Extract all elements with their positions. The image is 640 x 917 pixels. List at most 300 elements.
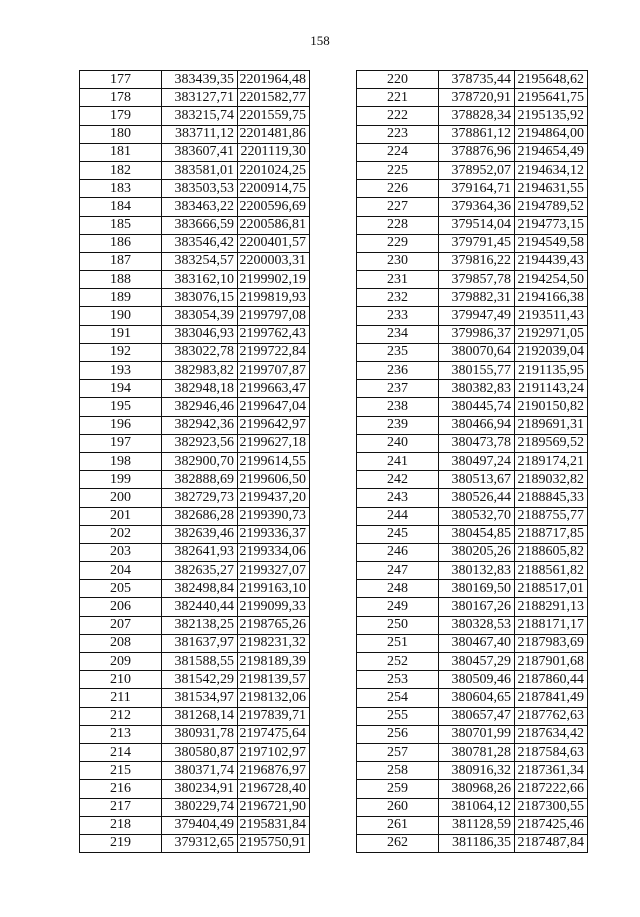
y-coordinate-cell: 2188755,77 [515, 507, 588, 525]
y-coordinate-cell: 2195648,62 [515, 71, 588, 89]
x-coordinate-cell: 379947,49 [439, 307, 515, 325]
table-row [80, 71, 310, 89]
table-row [80, 198, 310, 216]
x-coordinate-cell: 383666,59 [162, 216, 238, 234]
table-row [80, 398, 310, 416]
y-coordinate-cell: 2199627,18 [238, 434, 310, 452]
x-coordinate-cell: 379404,49 [162, 816, 238, 834]
table-row [357, 525, 588, 543]
x-coordinate-cell: 379816,22 [439, 252, 515, 270]
point-number-cell: 204 [80, 562, 162, 580]
point-number-cell: 201 [80, 507, 162, 525]
table-row [80, 234, 310, 252]
x-coordinate-cell: 383711,12 [162, 125, 238, 143]
y-coordinate-cell: 2197102,97 [238, 743, 310, 761]
y-coordinate-cell: 2187841,49 [515, 689, 588, 707]
table-row [357, 671, 588, 689]
x-coordinate-cell: 383022,78 [162, 343, 238, 361]
point-number-cell: 209 [80, 653, 162, 671]
point-number-cell: 250 [357, 616, 439, 634]
x-coordinate-cell: 380467,40 [439, 634, 515, 652]
x-coordinate-cell: 382138,25 [162, 616, 238, 634]
y-coordinate-cell: 2187300,55 [515, 798, 588, 816]
point-number-cell: 205 [80, 580, 162, 598]
x-coordinate-cell: 380070,64 [439, 343, 515, 361]
table-row [357, 398, 588, 416]
y-coordinate-cell: 2189691,31 [515, 416, 588, 434]
x-coordinate-cell: 380931,78 [162, 725, 238, 743]
table-row [357, 452, 588, 470]
x-coordinate-cell: 382440,44 [162, 598, 238, 616]
x-coordinate-cell: 381268,14 [162, 707, 238, 725]
table-row [357, 362, 588, 380]
x-coordinate-cell: 382686,28 [162, 507, 238, 525]
y-coordinate-cell: 2187425,46 [515, 816, 588, 834]
y-coordinate-cell: 2199642,97 [238, 416, 310, 434]
point-number-cell: 237 [357, 380, 439, 398]
y-coordinate-cell: 2187983,69 [515, 634, 588, 652]
y-coordinate-cell: 2201964,48 [238, 71, 310, 89]
y-coordinate-cell: 2187762,63 [515, 707, 588, 725]
table-row [357, 489, 588, 507]
x-coordinate-cell: 381588,55 [162, 653, 238, 671]
point-number-cell: 234 [357, 325, 439, 343]
point-number-cell: 190 [80, 307, 162, 325]
y-coordinate-cell: 2188717,85 [515, 525, 588, 543]
table-row [80, 362, 310, 380]
x-coordinate-cell: 378828,34 [439, 107, 515, 125]
y-coordinate-cell: 2196721,90 [238, 798, 310, 816]
y-coordinate-cell: 2188845,33 [515, 489, 588, 507]
y-coordinate-cell: 2192971,05 [515, 325, 588, 343]
y-coordinate-cell: 2200003,31 [238, 252, 310, 270]
point-number-cell: 231 [357, 271, 439, 289]
point-number-cell: 238 [357, 398, 439, 416]
table-row [80, 634, 310, 652]
point-number-cell: 215 [80, 762, 162, 780]
x-coordinate-cell: 380526,44 [439, 489, 515, 507]
x-coordinate-cell: 380382,83 [439, 380, 515, 398]
y-coordinate-cell: 2199722,84 [238, 343, 310, 361]
y-coordinate-cell: 2187584,63 [515, 743, 588, 761]
point-number-cell: 257 [357, 743, 439, 761]
x-coordinate-cell: 380968,26 [439, 780, 515, 798]
point-number-cell: 186 [80, 234, 162, 252]
y-coordinate-cell: 2188561,82 [515, 562, 588, 580]
point-number-cell: 235 [357, 343, 439, 361]
table-row [80, 762, 310, 780]
point-number-cell: 258 [357, 762, 439, 780]
x-coordinate-cell: 382635,27 [162, 562, 238, 580]
point-number-cell: 199 [80, 471, 162, 489]
y-coordinate-cell: 2198139,57 [238, 671, 310, 689]
point-number-cell: 193 [80, 362, 162, 380]
table-row [357, 161, 588, 179]
point-number-cell: 247 [357, 562, 439, 580]
y-coordinate-cell: 2200596,69 [238, 198, 310, 216]
table-row [80, 216, 310, 234]
point-number-cell: 227 [357, 198, 439, 216]
point-number-cell: 196 [80, 416, 162, 434]
coordinates-table-right [356, 70, 588, 853]
x-coordinate-cell: 382946,46 [162, 398, 238, 416]
table-row [80, 343, 310, 361]
x-coordinate-cell: 380454,85 [439, 525, 515, 543]
table-row [80, 452, 310, 470]
x-coordinate-cell: 383463,22 [162, 198, 238, 216]
x-coordinate-cell: 383054,39 [162, 307, 238, 325]
table-row [80, 834, 310, 852]
x-coordinate-cell: 380701,99 [439, 725, 515, 743]
x-coordinate-cell: 382729,73 [162, 489, 238, 507]
y-coordinate-cell: 2188517,01 [515, 580, 588, 598]
table-row [357, 507, 588, 525]
y-coordinate-cell: 2189032,82 [515, 471, 588, 489]
y-coordinate-cell: 2199663,47 [238, 380, 310, 398]
table-row [80, 798, 310, 816]
table-row [357, 798, 588, 816]
y-coordinate-cell: 2199336,37 [238, 525, 310, 543]
point-number-cell: 232 [357, 289, 439, 307]
table-row [80, 180, 310, 198]
x-coordinate-cell: 379164,71 [439, 180, 515, 198]
table-row [80, 562, 310, 580]
point-number-cell: 230 [357, 252, 439, 270]
x-coordinate-cell: 382498,84 [162, 580, 238, 598]
point-number-cell: 210 [80, 671, 162, 689]
table-row [80, 434, 310, 452]
y-coordinate-cell: 2200586,81 [238, 216, 310, 234]
point-number-cell: 262 [357, 834, 439, 852]
y-coordinate-cell: 2201582,77 [238, 89, 310, 107]
x-coordinate-cell: 378861,12 [439, 125, 515, 143]
table-row [357, 707, 588, 725]
point-number-cell: 200 [80, 489, 162, 507]
point-number-cell: 220 [357, 71, 439, 89]
x-coordinate-cell: 379364,36 [439, 198, 515, 216]
y-coordinate-cell: 2194634,12 [515, 161, 588, 179]
y-coordinate-cell: 2198189,39 [238, 653, 310, 671]
x-coordinate-cell: 380513,67 [439, 471, 515, 489]
point-number-cell: 244 [357, 507, 439, 525]
point-number-cell: 245 [357, 525, 439, 543]
table-row [80, 252, 310, 270]
x-coordinate-cell: 380155,77 [439, 362, 515, 380]
table-row [80, 380, 310, 398]
table-row [80, 289, 310, 307]
point-number-cell: 252 [357, 653, 439, 671]
x-coordinate-cell: 379791,45 [439, 234, 515, 252]
x-coordinate-cell: 380328,53 [439, 616, 515, 634]
x-coordinate-cell: 383607,41 [162, 143, 238, 161]
x-coordinate-cell: 382923,56 [162, 434, 238, 452]
y-coordinate-cell: 2192039,04 [515, 343, 588, 361]
x-coordinate-cell: 382641,93 [162, 543, 238, 561]
point-number-cell: 259 [357, 780, 439, 798]
point-number-cell: 229 [357, 234, 439, 252]
y-coordinate-cell: 2194864,00 [515, 125, 588, 143]
point-number-cell: 256 [357, 725, 439, 743]
x-coordinate-cell: 380580,87 [162, 743, 238, 761]
x-coordinate-cell: 380457,29 [439, 653, 515, 671]
coordinates-table-right-body [357, 71, 588, 853]
table-row [357, 289, 588, 307]
y-coordinate-cell: 2199334,06 [238, 543, 310, 561]
table-row [357, 343, 588, 361]
x-coordinate-cell: 380604,65 [439, 689, 515, 707]
table-row [80, 525, 310, 543]
y-coordinate-cell: 2201024,25 [238, 161, 310, 179]
table-row [80, 143, 310, 161]
point-number-cell: 222 [357, 107, 439, 125]
table-row [357, 198, 588, 216]
x-coordinate-cell: 383162,10 [162, 271, 238, 289]
table-row [357, 834, 588, 852]
x-coordinate-cell: 380132,83 [439, 562, 515, 580]
y-coordinate-cell: 2198231,32 [238, 634, 310, 652]
x-coordinate-cell: 379514,04 [439, 216, 515, 234]
table-row [80, 271, 310, 289]
x-coordinate-cell: 378952,07 [439, 161, 515, 179]
point-number-cell: 185 [80, 216, 162, 234]
point-number-cell: 241 [357, 452, 439, 470]
x-coordinate-cell: 380473,78 [439, 434, 515, 452]
point-number-cell: 225 [357, 161, 439, 179]
y-coordinate-cell: 2187222,66 [515, 780, 588, 798]
x-coordinate-cell: 380781,28 [439, 743, 515, 761]
point-number-cell: 219 [80, 834, 162, 852]
point-number-cell: 198 [80, 452, 162, 470]
point-number-cell: 194 [80, 380, 162, 398]
table-row [357, 780, 588, 798]
point-number-cell: 251 [357, 634, 439, 652]
x-coordinate-cell: 379857,78 [439, 271, 515, 289]
table-row [357, 107, 588, 125]
x-coordinate-cell: 380167,26 [439, 598, 515, 616]
y-coordinate-cell: 2194166,38 [515, 289, 588, 307]
y-coordinate-cell: 2199902,19 [238, 271, 310, 289]
point-number-cell: 213 [80, 725, 162, 743]
y-coordinate-cell: 2195750,91 [238, 834, 310, 852]
point-number-cell: 180 [80, 125, 162, 143]
x-coordinate-cell: 378735,44 [439, 71, 515, 89]
table-row [357, 543, 588, 561]
point-number-cell: 182 [80, 161, 162, 179]
point-number-cell: 217 [80, 798, 162, 816]
y-coordinate-cell: 2187634,42 [515, 725, 588, 743]
y-coordinate-cell: 2191143,24 [515, 380, 588, 398]
y-coordinate-cell: 2198132,06 [238, 689, 310, 707]
y-coordinate-cell: 2199647,04 [238, 398, 310, 416]
x-coordinate-cell: 383076,15 [162, 289, 238, 307]
table-row [80, 416, 310, 434]
y-coordinate-cell: 2197839,71 [238, 707, 310, 725]
point-number-cell: 203 [80, 543, 162, 561]
table-row [357, 743, 588, 761]
point-number-cell: 214 [80, 743, 162, 761]
x-coordinate-cell: 381637,97 [162, 634, 238, 652]
y-coordinate-cell: 2193511,43 [515, 307, 588, 325]
point-number-cell: 228 [357, 216, 439, 234]
y-coordinate-cell: 2194254,50 [515, 271, 588, 289]
table-row [80, 743, 310, 761]
point-number-cell: 218 [80, 816, 162, 834]
table-row [80, 507, 310, 525]
point-number-cell: 184 [80, 198, 162, 216]
point-number-cell: 223 [357, 125, 439, 143]
point-number-cell: 177 [80, 71, 162, 89]
y-coordinate-cell: 2189569,52 [515, 434, 588, 452]
y-coordinate-cell: 2194654,49 [515, 143, 588, 161]
table-row [357, 143, 588, 161]
table-row [357, 634, 588, 652]
y-coordinate-cell: 2199614,55 [238, 452, 310, 470]
x-coordinate-cell: 380234,91 [162, 780, 238, 798]
point-number-cell: 243 [357, 489, 439, 507]
x-coordinate-cell: 380509,46 [439, 671, 515, 689]
point-number-cell: 249 [357, 598, 439, 616]
table-row [357, 689, 588, 707]
x-coordinate-cell: 380497,24 [439, 452, 515, 470]
x-coordinate-cell: 380532,70 [439, 507, 515, 525]
point-number-cell: 212 [80, 707, 162, 725]
x-coordinate-cell: 380371,74 [162, 762, 238, 780]
table-row [357, 616, 588, 634]
page-number: 158 [310, 33, 330, 48]
y-coordinate-cell: 2196728,40 [238, 780, 310, 798]
point-number-cell: 181 [80, 143, 162, 161]
y-coordinate-cell: 2194789,52 [515, 198, 588, 216]
point-number-cell: 179 [80, 107, 162, 125]
y-coordinate-cell: 2187860,44 [515, 671, 588, 689]
y-coordinate-cell: 2195135,92 [515, 107, 588, 125]
table-row [357, 271, 588, 289]
point-number-cell: 242 [357, 471, 439, 489]
point-number-cell: 208 [80, 634, 162, 652]
table-row [357, 471, 588, 489]
x-coordinate-cell: 378876,96 [439, 143, 515, 161]
point-number-cell: 224 [357, 143, 439, 161]
table-row [357, 380, 588, 398]
x-coordinate-cell: 382983,82 [162, 362, 238, 380]
table-row [357, 252, 588, 270]
table-row [80, 653, 310, 671]
x-coordinate-cell: 383581,01 [162, 161, 238, 179]
table-row [357, 125, 588, 143]
y-coordinate-cell: 2200401,57 [238, 234, 310, 252]
point-number-cell: 191 [80, 325, 162, 343]
point-number-cell: 240 [357, 434, 439, 452]
point-number-cell: 233 [357, 307, 439, 325]
y-coordinate-cell: 2199762,43 [238, 325, 310, 343]
table-row [357, 71, 588, 89]
table-row [357, 234, 588, 252]
y-coordinate-cell: 2198765,26 [238, 616, 310, 634]
table-row [80, 89, 310, 107]
table-row [357, 416, 588, 434]
y-coordinate-cell: 2199163,10 [238, 580, 310, 598]
y-coordinate-cell: 2191135,95 [515, 362, 588, 380]
y-coordinate-cell: 2189174,21 [515, 452, 588, 470]
x-coordinate-cell: 380169,50 [439, 580, 515, 598]
x-coordinate-cell: 382888,69 [162, 471, 238, 489]
x-coordinate-cell: 380657,47 [439, 707, 515, 725]
table-row [357, 180, 588, 198]
coordinates-table-left-body [80, 71, 310, 853]
x-coordinate-cell: 382948,18 [162, 380, 238, 398]
y-coordinate-cell: 2190150,82 [515, 398, 588, 416]
y-coordinate-cell: 2195641,75 [515, 89, 588, 107]
point-number-cell: 254 [357, 689, 439, 707]
point-number-cell: 216 [80, 780, 162, 798]
x-coordinate-cell: 382900,70 [162, 452, 238, 470]
table-row [80, 543, 310, 561]
point-number-cell: 248 [357, 580, 439, 598]
point-number-cell: 211 [80, 689, 162, 707]
y-coordinate-cell: 2199437,20 [238, 489, 310, 507]
table-row [357, 725, 588, 743]
y-coordinate-cell: 2188605,82 [515, 543, 588, 561]
point-number-cell: 221 [357, 89, 439, 107]
x-coordinate-cell: 380916,32 [439, 762, 515, 780]
y-coordinate-cell: 2195831,84 [238, 816, 310, 834]
x-coordinate-cell: 379986,37 [439, 325, 515, 343]
point-number-cell: 239 [357, 416, 439, 434]
x-coordinate-cell: 381186,35 [439, 834, 515, 852]
table-row [80, 780, 310, 798]
x-coordinate-cell: 383127,71 [162, 89, 238, 107]
table-row [357, 89, 588, 107]
y-coordinate-cell: 2194631,55 [515, 180, 588, 198]
coordinates-table-left [79, 70, 310, 853]
table-row [80, 598, 310, 616]
point-number-cell: 202 [80, 525, 162, 543]
point-number-cell: 255 [357, 707, 439, 725]
y-coordinate-cell: 2194439,43 [515, 252, 588, 270]
point-number-cell: 183 [80, 180, 162, 198]
y-coordinate-cell: 2199606,50 [238, 471, 310, 489]
x-coordinate-cell: 381534,97 [162, 689, 238, 707]
y-coordinate-cell: 2199390,73 [238, 507, 310, 525]
y-coordinate-cell: 2199819,93 [238, 289, 310, 307]
point-number-cell: 188 [80, 271, 162, 289]
point-number-cell: 187 [80, 252, 162, 270]
table-row [357, 434, 588, 452]
table-row [357, 598, 588, 616]
x-coordinate-cell: 383439,35 [162, 71, 238, 89]
point-number-cell: 261 [357, 816, 439, 834]
point-number-cell: 189 [80, 289, 162, 307]
x-coordinate-cell: 379882,31 [439, 289, 515, 307]
y-coordinate-cell: 2199099,33 [238, 598, 310, 616]
table-row [357, 580, 588, 598]
point-number-cell: 197 [80, 434, 162, 452]
point-number-cell: 226 [357, 180, 439, 198]
y-coordinate-cell: 2201481,86 [238, 125, 310, 143]
point-number-cell: 207 [80, 616, 162, 634]
y-coordinate-cell: 2197475,64 [238, 725, 310, 743]
y-coordinate-cell: 2187487,84 [515, 834, 588, 852]
table-row [80, 325, 310, 343]
y-coordinate-cell: 2199707,87 [238, 362, 310, 380]
y-coordinate-cell: 2194549,58 [515, 234, 588, 252]
table-row [357, 216, 588, 234]
table-row [80, 689, 310, 707]
table-row [357, 325, 588, 343]
y-coordinate-cell: 2187901,68 [515, 653, 588, 671]
table-row [357, 562, 588, 580]
x-coordinate-cell: 383546,42 [162, 234, 238, 252]
